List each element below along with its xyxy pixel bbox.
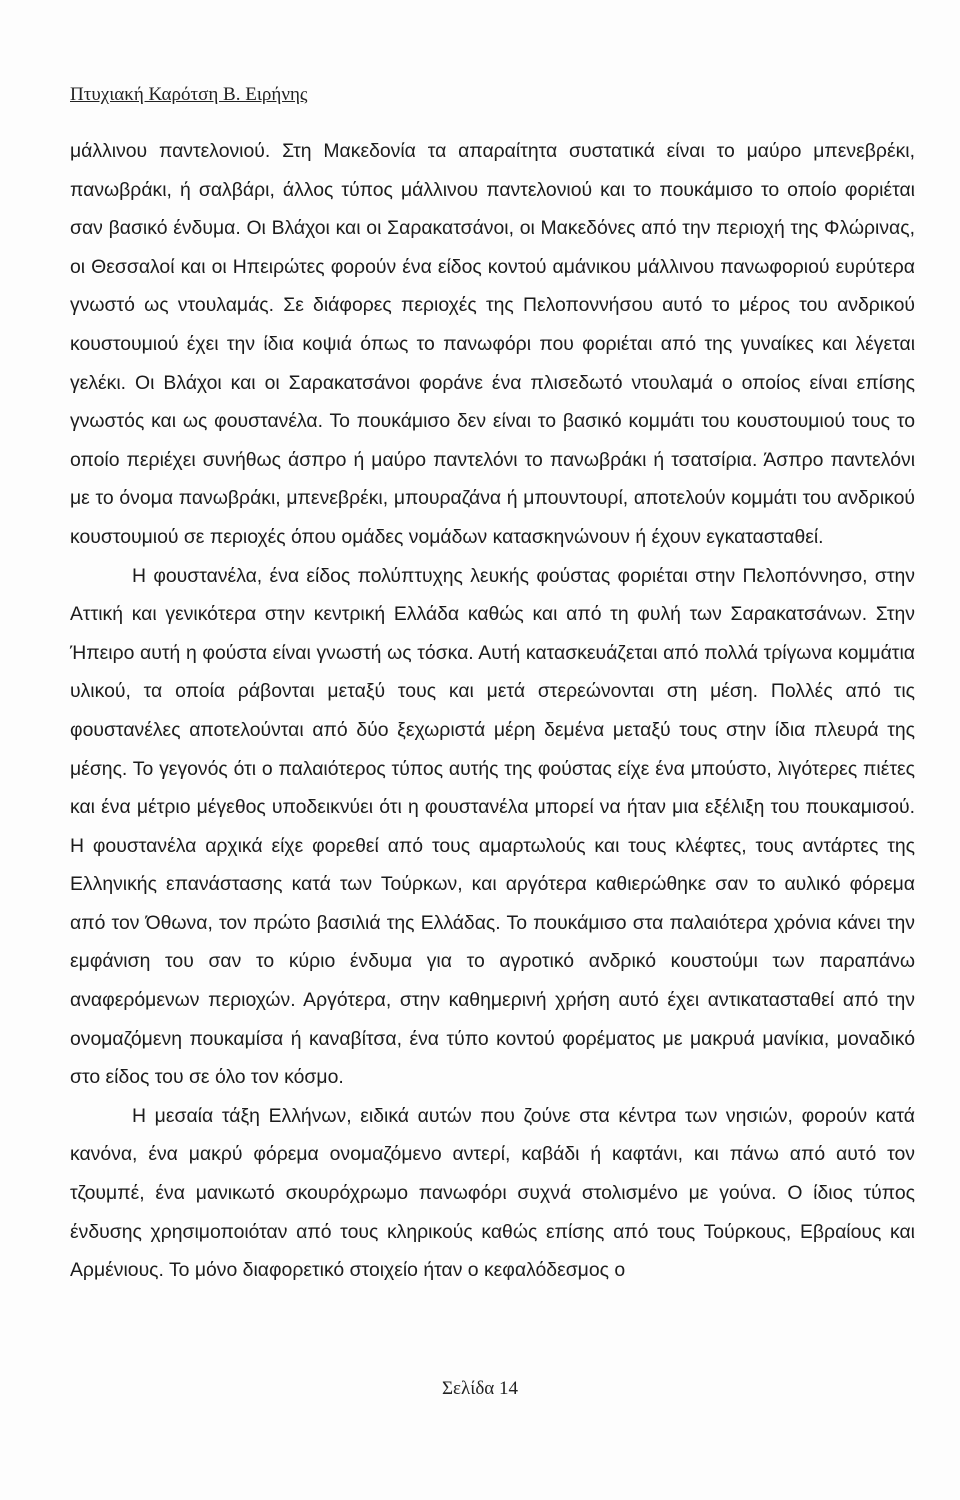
paragraph-2: Η φουστανέλα, ένα είδος πολύπτυχης λευκής φούστας φοριέται στην Πελοπόννησο, στην Αττική και γενικότερα στην κεντρική Ελλάδα καθώς και από τη φυλή των Σαρακατσάνων. Στην Ήπειρο αυτή η φούστα είναι γνωστή ως τόσκα. Αυτή κατασκευάζεται από πολλά τρίγωνα κομμάτια υλικού, τα οποία ράβονται μεταξύ τους και μετά στερεώνονται στη μέση. Πολλές από τις φουστανέλες αποτελούνται από δύο ξεχωριστά μέρη δεμένα μεταξύ τους στην ίδια πλευρά της μέσης. Το γεγονός ότι ο παλαιότερος τύπος αυτής της φούστας είχε ένα μπούστο, λιγότερες πιέτες και ένα μέτριο μέγεθος υποδεικνύει ότι η φουστανέλα μπορεί να ήταν μια εξέλιξη του πουκαμισού. Η φουστανέλα αρχικά είχε φορεθεί από τους αμαρτωλούς και τους κλέφτες, τους αντάρτες της Ελληνικής επανάστασης κατά των Τούρκων, και αργότερα καθιερώθηκε σαν το αυλικό φόρεμα από τον Όθωνα, τον πρώτο βασιλιά της Ελλάδας. Το πουκάμισο στα παλαιότερα χρόνια κάνει την εμφάνιση του σαν το κύριο ένδυμα για το αγροτικό ανδρικό κουστούμι των παραπάνω αναφερόμενων περιοχών. Αργότερα, στην καθημερινή χρήση αυτό έχει αντικατασταθεί από την ονομαζόμενη πουκαμίσα ή καναβίτσα, ένα τύπο κοντού φορέματος με μακρυά μανίκια, μοναδικό στο είδος του σε όλο τον κόσμο. — [70, 564, 915, 1089]
paragraph-1: μάλλινου παντελονιού. Στη Μακεδονία τα απαραίτητα συστατικά είναι το μαύρο μπενεβρέκι, πανωβράκι, ή σαλβάρι, άλλος τύπος μάλλινου παντελονιού και το πουκάμισο το οποίο φοριέται σαν βασικό ένδυμα. Οι Βλάχοι και οι Σαρακατσάνοι, οι Μακεδόνες από την περιοχή της Φλώρινας, οι Θεσσαλοί και οι Ηπειρώτες φορούν ένα είδος κοντού αμάνικου μάλλινου πανωφοριού ευρύτερα γνωστό ως ντουλαμάς. Σε διάφορες περιοχές της Πελοποννήσου αυτό το μέρος του ανδρικού κουστουμιού έχει την ίδια κοψιά όπως το πανωφόρι που φοριέται από της γυναίκες και λέγεται γελέκι. Οι Βλάχοι και οι Σαρακατσάνοι φοράνε ένα πλισεδωτό ντουλαμά ο οποίος είναι επίσης γνωστός και ως φουστανέλα. Το πουκάμισο δεν είναι το βασικό κομμάτι του κουστουμιού τους το οποίο περιέχει συνήθως άσπρο ή μαύρο παντελόνι το πανωβράκι ή τσατσίρια. Άσπρο παντελόνι με το όνομα πανωβράκι, μπενεβρέκι, μπουραζάνα ή μπουντουρί, αποτελούν κομμάτι του ανδρικού κουστουμιού σε περιοχές όπου ομάδες νομάδων κατασκηνώνουν ή έχουν εγκατασταθεί. — [70, 140, 915, 548]
body-text — [70, 132, 915, 1290]
paragraph-3: Η μεσαία τάξη Ελλήνων, ειδικά αυτών που ζούνε στα κέντρα των νησιών, φορούν κατά κανόνα, ένα μακρύ φόρεμα ονομαζόμενο αντερί, καβάδι ή καφτάνι, και πάνω από αυτό τον τζουμπέ, ένα μανικωτό σκουρόχρωμο πανωφόρι συχνά στολισμένο με γούνα. Ο ίδιος τύπος ένδυσης χρησιμοποιόταν από τους κληρικούς καθώς επίσης από τους Τούρκους, Εβραίους και Αρμένιους. Το μόνο διαφορετικό στοιχείο ήταν ο κεφαλόδεσμος ο — [70, 1104, 915, 1282]
page-header: Πτυχιακή Καρότση Β. Ειρήνης — [70, 84, 308, 105]
page-number: Σελίδα 14 — [441, 1378, 519, 1399]
